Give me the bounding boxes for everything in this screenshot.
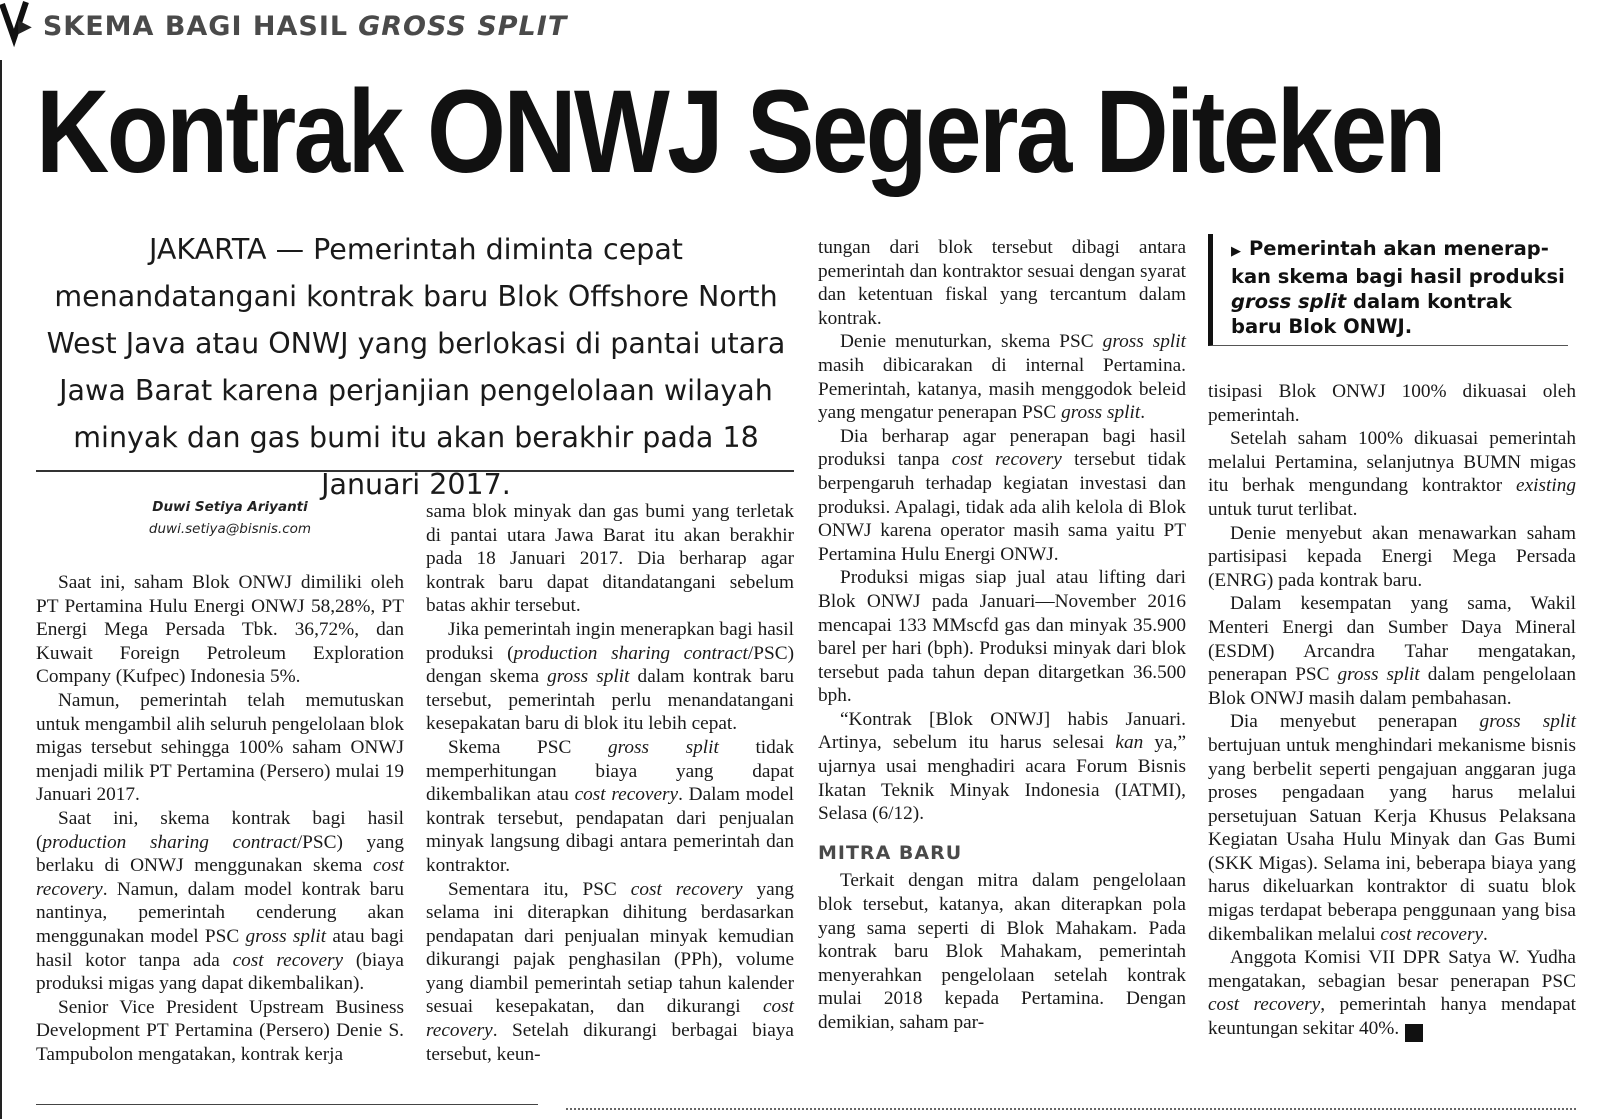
article-column-3: [818, 236, 1186, 1035]
author-email: duwi.setiya@bisnis.com: [148, 521, 312, 537]
paragraph: Produksi migas siap jual atau lifting dari Blok ONWJ pada Januari—November 2016 mencapai 133 MMscfd gas dan minyak 35.900 barel per hari (bph). Produksi minyak dari blok tersebut pada tahun depan ditargetkan 36.500 bph.: [818, 567, 1186, 707]
bottom-divider-right: [566, 1108, 1576, 1110]
paragraph: Jika pemerintah ingin menerapkan bagi hasil produksi (production sharing contract/PSC) dengan skema gross split dalam kontrak baru tersebut, pemerintah perlu menandatangani kesepakatan baru di blok itu lebih cepat.: [426, 618, 794, 735]
kicker-italic: GROSS SPLIT: [358, 10, 568, 42]
lead-paragraph: JAKARTA — Pemerintah diminta cepat menandatangani kontrak baru Blok Offshore North West Java atau ONWJ yang berlokasi di pantai utara Jawa Barat karena perjanjian pengelolaan wilayah minyak dan gas bumi itu akan berakhir pada 18 Januari 2017.: [46, 233, 786, 501]
paragraph: Saat ini, skema kontrak bagi hasil (production sharing contract/PSC) yang berlaku di ONWJ menggunakan skema cost recovery. Namun, dalam model kontrak baru nantinya, pemerintah cenderung akan menggunakan model PSC gross split atau bagi hasil kotor tanpa ada cost recovery (biaya produksi migas yang dapat dikembalikan).: [36, 807, 404, 995]
pull-quote: [1208, 234, 1568, 346]
pull-quote-italic: gross split: [1231, 290, 1347, 313]
paragraph: Senior Vice President Upstream Business Development PT Pertamina (Persero) Denie S. Tampubolon mengatakan, kontrak kerja: [36, 996, 404, 1065]
end-mark-icon: B: [1405, 1024, 1423, 1042]
paragraph: Sementara itu, PSC cost recovery yang selama ini diterapkan dihitung berdasarkan pendapatan dari penjualan minyak kemudian dikurangi pajak penghasilan (PPh), volume yang diambil pemerintah setiap tahun kalender sesuai kesepakatan, dan dikurangi cost recovery. Setelah dikurangi berbagai biaya tersebut, keun-: [426, 878, 795, 1065]
pull-quote-text-end: dalam kontrak baru Blok ONWJ.: [1231, 290, 1512, 338]
author-name: Duwi Setiya Ariyanti: [152, 499, 308, 515]
paragraph: tungan dari blok tersebut dibagi antara pemerintah dan kontraktor sesuai dengan syarat dan ketentuan fiskal yang tercantum dalam kontrak.: [818, 237, 1186, 329]
paragraph: Dalam kesempatan yang sama, Wakil Menteri Energi dan Sumber Daya Mineral (ESDM) Arcandra Tahar mengatakan, penerapan PSC gross split dalam pengelolaan Blok ONWJ masih dalam pembahasan.: [1208, 593, 1576, 709]
triangle-bullet-icon: ▶: [1231, 244, 1241, 259]
article-column-1: [36, 571, 404, 1066]
triangle-bullet-icon: ▶: [18, 15, 33, 37]
paragraph: Saat ini, saham Blok ONWJ dimiliki oleh PT Pertamina Hulu Energi ONWJ 58,28%, PT Energi Mega Persada Tbk. 36,72%, dan Kuwait Foreign Petroleum Exploration Company (Kufpec) Indonesia 5%.: [36, 572, 404, 688]
paragraph: tisipasi Blok ONWJ 100% dikuasai oleh pemerintah.: [1208, 381, 1576, 426]
lead-divider: [36, 470, 794, 472]
subheading: MITRA BARU: [818, 841, 963, 864]
bottom-divider-left: [36, 1104, 538, 1105]
paragraph: Anggota Komisi VII DPR Satya W. Yudha mengatakan, sebagian besar penerapan PSC cost recovery, pemerintah hanya mendapat keuntungan sekitar 40%. B: [1208, 947, 1576, 1041]
byline: [120, 496, 340, 540]
paragraph: sama blok minyak dan gas bumi yang terletak di pantai utara Jawa Barat itu akan berakhir pada 18 Januari 2017. Dia berharap agar kontrak baru dapat ditandatangani sebelum batas akhir tersebut.: [426, 501, 794, 617]
headline: Kontrak ONWJ Segera Diteken: [36, 66, 1444, 198]
paragraph: “Kontrak [Blok ONWJ] habis Januari. Artinya, sebelum itu harus selesai kan ya,” ujarnya usai menghadiri acara Forum Bisnis Ikatan Teknik Minyak Indonesia (IATMI), Selasa (6/12).: [818, 708, 1186, 825]
paragraph: Namun, pemerintah telah memutuskan untuk mengambil alih seluruh pengelolaan blok migas tersebut sehingga 100% saham ONWJ menjadi milik PT Pertamina (Persero) mulai 19 Januari 2017.: [36, 689, 404, 806]
article-column-4: [1208, 380, 1576, 1042]
page-edge-rule: [0, 60, 2, 1119]
article-column-2: [426, 500, 794, 1066]
pull-quote-text: Pemerintah akan menerap-kan skema bagi hasil produksi: [1231, 237, 1565, 288]
paragraph: Denie menuturkan, skema PSC gross split masih dibicarakan di internal Pertamina. Pemerintah, katanya, masih menggodok beleid yang mengatur penerapan PSC gross split.: [818, 331, 1186, 424]
paragraph: Setelah saham 100% dikuasai pemerintah melalui Pertamina, selanjutnya BUMN migas itu berhak mengundang kontraktor existing untuk turut terlibat.: [1208, 428, 1576, 520]
kicker-main: SKEMA BAGI HASIL: [42, 10, 349, 42]
paragraph: Dia menyebut penerapan gross split bertujuan untuk menghindari mekanisme bisnis yang berbelit seperti pengajuan anggaran juga proses pengadaan yang harus melalui persetujuan Satuan Kerja Khusus Pelaksana Kegiatan Usaha Hulu Minyak dan Gas Bumi (SKK Migas). Selama ini, beberapa biaya yang harus dikeluarkan kontraktor di suatu blok migas terdapat beberapa penggunaan yang bisa dikembalikan melalui cost recovery.: [1208, 711, 1576, 945]
paragraph: Terkait dengan mitra dalam pengelolaan blok tersebut, katanya, akan diterapkan pola yang sama seperti di Blok Mahakam. Pada kontrak baru Blok Mahakam, pemerintah menyerahkan pengelolaan setelah kontrak mulai 2018 kepada Pertamina. Dengan demikian, saham par-: [818, 870, 1186, 1033]
paragraph: Denie menyebut akan menawarkan saham partisipasi kepada Energi Mega Persada (ENRG) pada kontrak baru.: [1208, 522, 1576, 591]
section-kicker: [18, 6, 567, 46]
paragraph: Dia berharap agar penerapan bagi hasil produksi tanpa cost recovery tersebut tidak berpengaruh terhadap kegiatan investasi dan produksi. Apalagi, tidak ada alih kelola di Blok ONWJ karena operator masih sama yaitu PT Pertamina Hulu Energi ONWJ.: [818, 425, 1186, 565]
paragraph: Skema PSC gross split tidak memperhitungan biaya yang dapat dikembalikan atau cost recovery. Dalam model kontrak tersebut, pendapatan dari penjualan minyak langsung dibagi antara pemerintah dan kontraktor.: [426, 736, 794, 876]
